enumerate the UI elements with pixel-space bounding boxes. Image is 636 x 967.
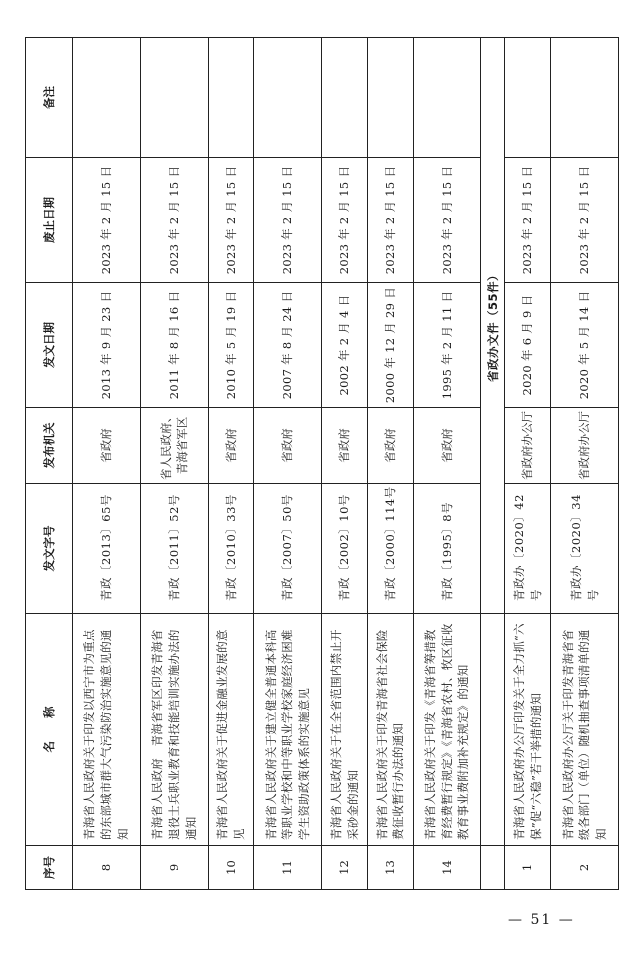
cell-doc-no: 青政〔2011〕52号 (140, 484, 208, 614)
cell-repeal-date: 2023 年 2 月 15 日 (140, 158, 208, 283)
cell-name: 青海省人民政府关于促进金融业发展的意见 (208, 614, 254, 846)
table-row (208, 38, 254, 890)
cell-issuer: 省政府 (322, 408, 368, 484)
cell-repeal-date: 2023 年 2 月 15 日 (551, 158, 619, 283)
cell-remark (254, 38, 322, 158)
table-row (367, 38, 413, 890)
cell-doc-no: 青政〔2013〕65号 (73, 484, 141, 614)
cell-issue-date: 2002 年 2 月 4 日 (322, 283, 368, 408)
table-row (413, 38, 481, 890)
cell-repeal-date: 2023 年 2 月 15 日 (322, 158, 368, 283)
cell-issue-date: 2000 年 12 月 29 日 (367, 283, 413, 408)
table-header-row (26, 38, 73, 890)
cell-seq: 10 (208, 846, 254, 890)
section-title: 省政办文件（55件） (481, 38, 505, 614)
section-heading-row (481, 38, 505, 890)
cell-issue-date: 2013 年 9 月 23 日 (73, 283, 141, 408)
header-doc-no: 发文字号 (26, 484, 73, 614)
cell-repeal-date: 2023 年 2 月 15 日 (208, 158, 254, 283)
cell-repeal-date: 2023 年 2 月 15 日 (505, 158, 551, 283)
cell-issuer: 省政府 (254, 408, 322, 484)
cell-seq: 11 (254, 846, 322, 890)
cell-doc-no: 青政〔2007〕50号 (254, 484, 322, 614)
cell-name: 青海省人民政府办公厅关于印发青海省省级各部门（单位）随机抽查事项清单的通知 (551, 614, 619, 846)
cell-issuer: 省政府 (208, 408, 254, 484)
cell-remark (367, 38, 413, 158)
cell-seq: 14 (413, 846, 481, 890)
cell-seq: 12 (322, 846, 368, 890)
cell-issue-date: 2011 年 8 月 16 日 (140, 283, 208, 408)
cell-issue-date: 2020 年 6 月 9 日 (505, 283, 551, 408)
cell-seq: 13 (367, 846, 413, 890)
cell-issuer: 省政府 (73, 408, 141, 484)
cell-issuer: 省政府办公厅 (505, 408, 551, 484)
cell-remark (551, 38, 619, 158)
gap-cell (481, 614, 505, 846)
table-row (140, 38, 208, 890)
cell-repeal-date: 2023 年 2 月 15 日 (254, 158, 322, 283)
gap-cell (481, 846, 505, 890)
cell-remark (322, 38, 368, 158)
repealed-documents-table (25, 37, 619, 890)
cell-issue-date: 1995 年 2 月 11 日 (413, 283, 481, 408)
header-issue-date: 发文日期 (26, 283, 73, 408)
header-remark: 备注 (26, 38, 73, 158)
table-row (505, 38, 551, 890)
cell-issue-date: 2007 年 8 月 24 日 (254, 283, 322, 408)
table-row (254, 38, 322, 890)
page-number: — 51 — (508, 912, 575, 928)
cell-repeal-date: 2023 年 2 月 15 日 (413, 158, 481, 283)
cell-doc-no: 青政办〔2020〕34号 (551, 484, 619, 614)
cell-name: 青海省人民政府关于建立健全普通本科高等职业学校和中等职业学校家庭经济困难学生资助政策体系的实施意见 (254, 614, 322, 846)
cell-doc-no: 青政办〔2020〕42号 (505, 484, 551, 614)
header-name: 名 称 (26, 614, 73, 846)
table-row (551, 38, 619, 890)
cell-name: 青海省人民政府关于印发青海省社会保险费征收暂行办法的通知 (367, 614, 413, 846)
cell-doc-no: 青政〔2002〕10号 (322, 484, 368, 614)
cell-name: 青海省人民政府办公厅印发关于全力抓“六保”促“六稳”若干举措的通知 (505, 614, 551, 846)
cell-name: 青海省人民政府关于印发以西宁市为重点的东部城市群大气污染防治实施意见的通知 (73, 614, 141, 846)
cell-repeal-date: 2023 年 2 月 15 日 (367, 158, 413, 283)
cell-issuer: 省政府办公厅 (551, 408, 619, 484)
cell-remark (208, 38, 254, 158)
cell-seq: 1 (505, 846, 551, 890)
cell-issue-date: 2020 年 5 月 14 日 (551, 283, 619, 408)
cell-remark (505, 38, 551, 158)
table-row (73, 38, 141, 890)
cell-issuer: 省人民政府、青海省军区 (140, 408, 208, 484)
cell-name: 青海省人民政府 青海省军区印发青海省退役士兵职业教育和技能培训实施办法的通知 (140, 614, 208, 846)
cell-issuer: 省政府 (413, 408, 481, 484)
cell-remark (140, 38, 208, 158)
table-row (322, 38, 368, 890)
cell-doc-no: 青政〔2010〕33号 (208, 484, 254, 614)
rotated-page (25, 38, 619, 890)
cell-repeal-date: 2023 年 2 月 15 日 (73, 158, 141, 283)
cell-issue-date: 2010 年 5 月 19 日 (208, 283, 254, 408)
cell-remark (73, 38, 141, 158)
cell-seq: 2 (551, 846, 619, 890)
header-issuer: 发布机关 (26, 408, 73, 484)
cell-doc-no: 青政〔1995〕8号 (413, 484, 481, 614)
cell-seq: 8 (73, 846, 141, 890)
header-repeal-date: 废止日期 (26, 158, 73, 283)
cell-name: 青海省人民政府关于在全省范围内禁止开采砂金的通知 (322, 614, 368, 846)
header-seq: 序号 (26, 846, 73, 890)
cell-doc-no: 青政〔2000〕114号 (367, 484, 413, 614)
cell-name: 青海省人民政府关于印发《青海省筹措教育经费暂行规定》《青海省农村、牧区征收教育事业费附加补充规定》的通知 (413, 614, 481, 846)
cell-issuer: 省政府 (367, 408, 413, 484)
cell-remark (413, 38, 481, 158)
cell-seq: 9 (140, 846, 208, 890)
